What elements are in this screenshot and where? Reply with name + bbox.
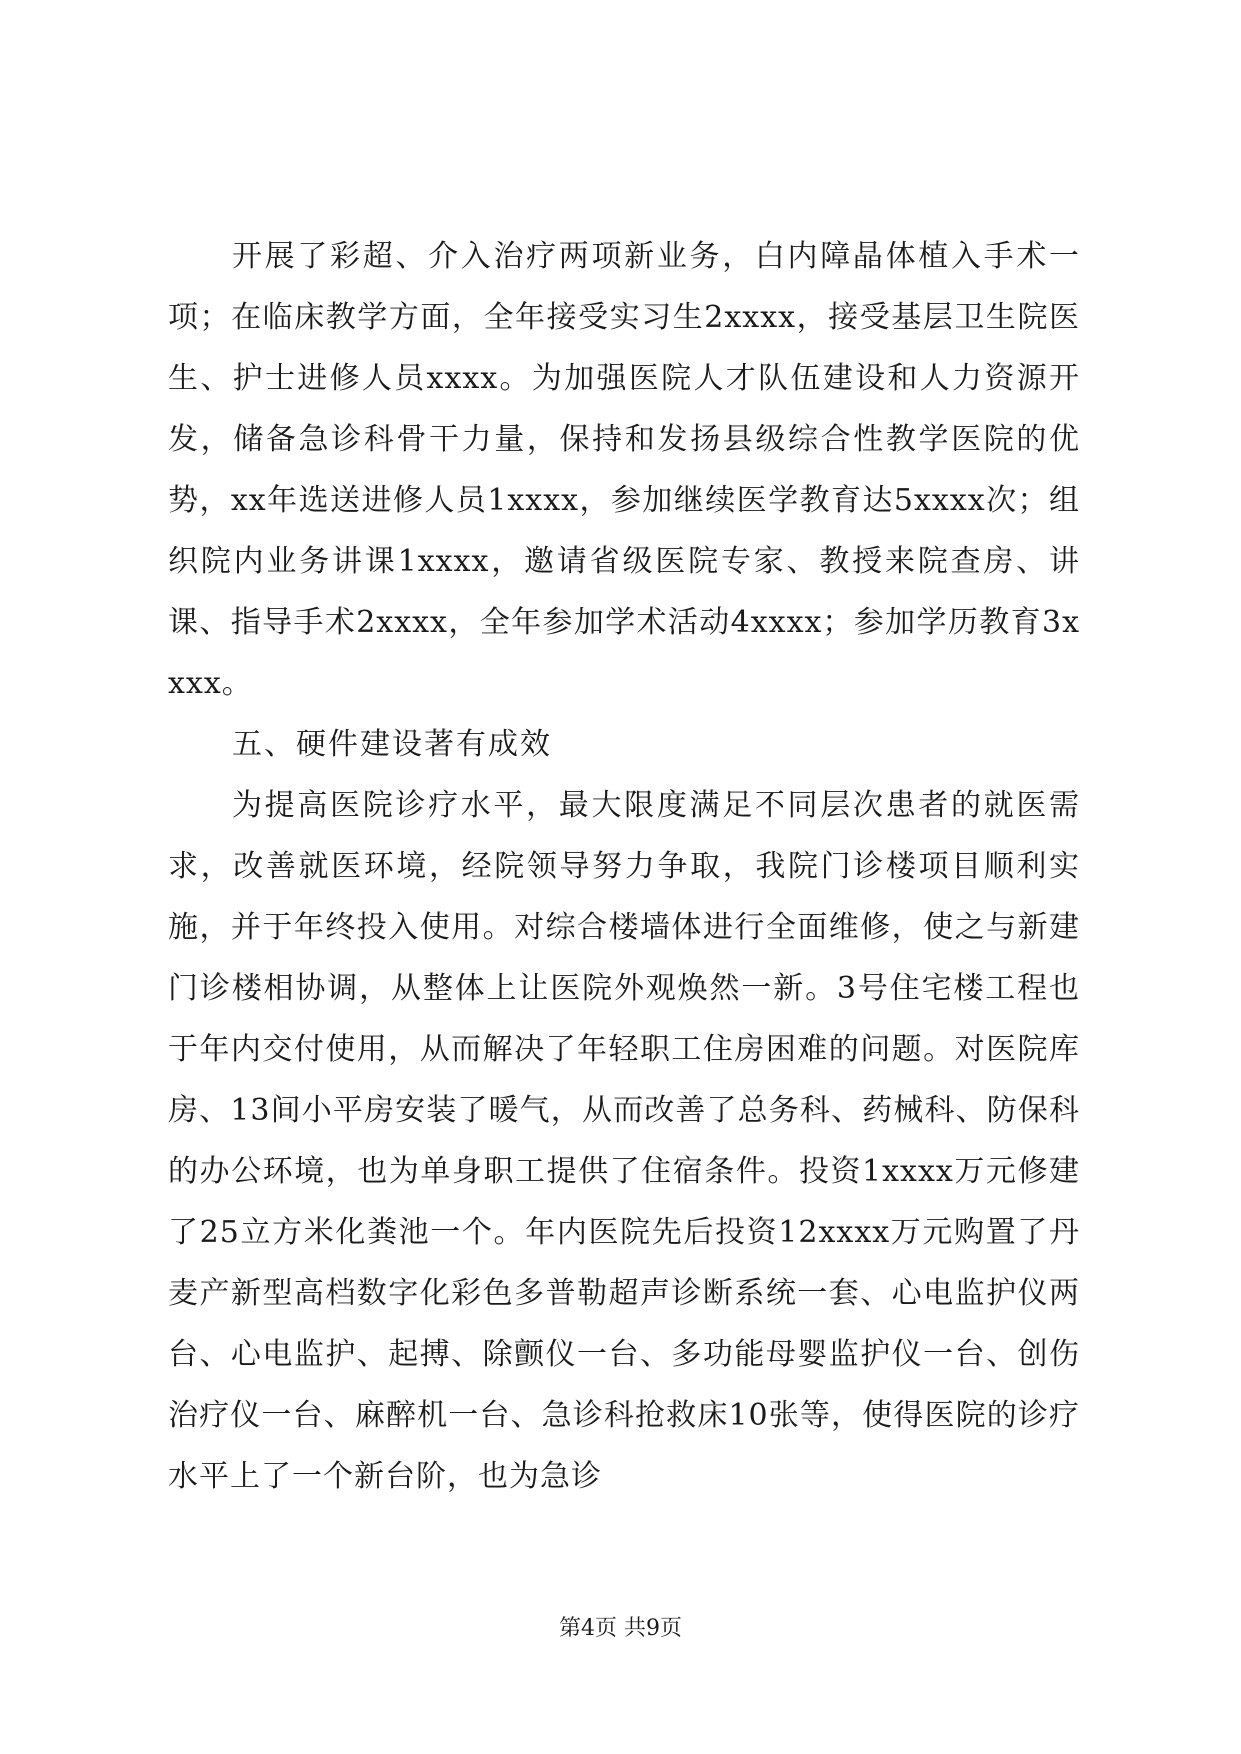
body-paragraph-2: 为提高医院诊疗水平，最大限度满足不同层次患者的就医需求，改善就医环境，经院领导努力争取，我院门诊楼项目顺利实施，并于年终投入使用。对综合楼墙体进行全面维修，使之与新建门诊楼相协调，从整体上让医院外观焕然一新。3号住宅楼工程也于年内交付使用，从而解决了年轻职工住房困难的问题。对医院库房、13间小平房安装了暖气，从而改善了总务科、药械科、防保科的办公环境，也为单身职工提供了住宿条件。投资1xxxx万元修建了25立方米化粪池一个。年内医院先后投资12xxxx万元购置了丹麦产新型高档数字化彩色多普勒超声诊断系统一套、心电监护仪两台、心电监护、起搏、除颤仪一台、多功能母婴监护仪一台、创伤治疗仪一台、麻醉机一台、急诊科抢救床10张等，使得医院的诊疗水平上了一个新台阶，也为急诊 (168, 788, 1080, 1494)
section-heading-5: 五、硬件建设著有成效 (232, 727, 552, 762)
document-body (168, 226, 1080, 1507)
body-paragraph-1: 开展了彩超、介入治疗两项新业务，白内障晶体植入手术一项；在临床教学方面，全年接受实习生2xxxx，接受基层卫生院医生、护士进修人员xxxx。为加强医院人才队伍建设和人力资源开发，储备急诊科骨干力量，保持和发扬县级综合性教学医院的优势，xx年选送进修人员1xxxx，参加继续医学教育达5xxxx次；组织院内业务讲课1xxxx，邀请省级医院专家、教授来院查房、讲课、指导手术2xxxx，全年参加学术活动4xxxx；参加学历教育3xxxx。 (168, 239, 1080, 701)
page-footer: 第4页 共9页 (559, 1616, 682, 1641)
